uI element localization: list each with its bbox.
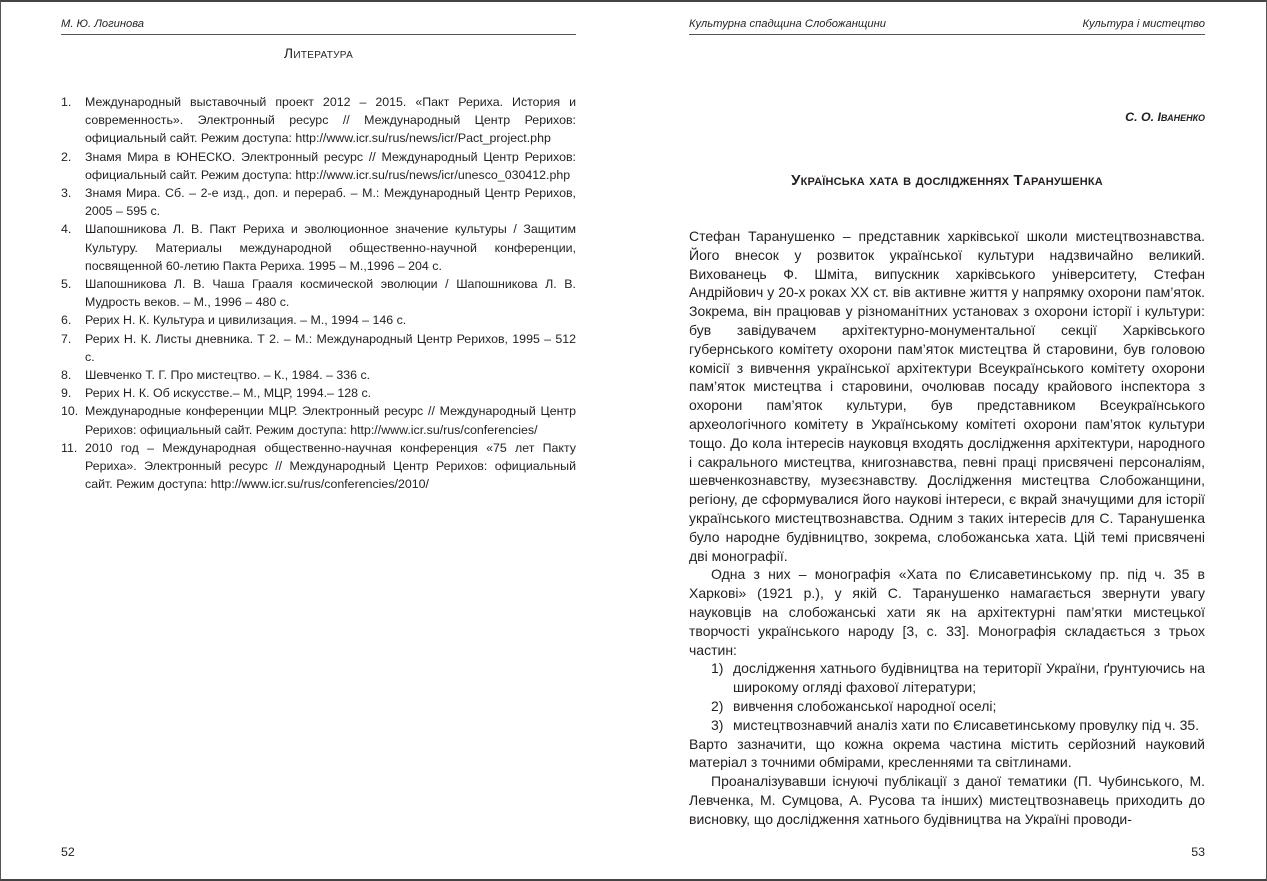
body-paragraph: Проаналізувавши існуючі публікації з даної тематики (П. Чубинського, М. Левченка, М. Сумцова, А. Русова та інших) мистецтвознавець приходить до висновку, що дослідження хатнього будівництва на Україні проводи-: [689, 773, 1205, 827]
right-page: [689, 2, 1205, 879]
reference-item: [61, 184, 576, 220]
reference-item: [61, 384, 576, 402]
running-head-section: Культура і мистецтво: [1082, 18, 1205, 30]
reference-text: Рерих Н. К. Культура и цивилизация. – М., 1994 – 146 с.: [85, 313, 407, 328]
body-paragraph: Одна з них – монографія «Хата по Єлисаветинському пр. під ч. 35 в Харкові» (1921 р.), у якій С. Таранушенко намагається звернути увагу науковців на слобожанські хати як на архітектурні пам’ятки мистецької творчості українського народу [3, с. 33]. Монографія складається з трьох частин:: [689, 566, 1205, 658]
reference-number: 11.: [61, 440, 78, 455]
reference-text: Рерих Н. К. Об искусстве.– М., МЦР, 1994.– 128 с.: [85, 386, 372, 401]
reference-item: [61, 93, 576, 148]
page-number-left: 52: [61, 845, 75, 859]
reference-item: [61, 275, 576, 311]
reference-item: [61, 330, 576, 366]
article-body: [689, 227, 1205, 829]
reference-number: 1.: [61, 95, 72, 109]
reference-number: 6.: [61, 313, 72, 328]
reference-list: [61, 93, 576, 493]
page-number-right: 53: [1191, 845, 1205, 859]
running-head-right-page: [689, 18, 1205, 35]
reference-text: Международный выставочный проект 2012 – 2015. «Пакт Рериха. История и современность». Электронный ресурс // Международный Центр Рерихов: официальный сайт. Режим доступа: http://www.icr.su/rus/news/icr/Pact_project.php: [85, 95, 576, 146]
running-head-journal: Культурна спадщина Слобожанщини: [689, 18, 886, 30]
reference-number: 2.: [61, 149, 72, 164]
list-item-text: мистецтвознавчий аналіз хати по Єлисаветинському провулку під ч. 35.: [733, 716, 1200, 733]
list-item-number: 1): [711, 660, 724, 677]
reference-item: [61, 439, 576, 494]
article-title: Українська хата в дослідженнях Таранушенка: [791, 172, 1103, 189]
reference-text: Знамя Мира в ЮНЕСКО. Электронный ресурс // Международный Центр Рерихов: официальный сайт. Режим доступа: http://www.icr.su/rus/news/icr/unesco_030412.php: [85, 149, 576, 182]
reference-text: Шапошникова Л. В. Пакт Рериха и эволюционное значение культуры / Защитим Культуру. Материалы международной общественно-научной конференции, посвященной 60-летию Пакта Рериха. 1995 – М.,1996 – 204 с.: [85, 222, 576, 273]
reference-number: 9.: [61, 386, 72, 401]
list-item-number: 3): [711, 716, 724, 733]
reference-number: 3.: [61, 186, 72, 201]
reference-number: 4.: [61, 222, 72, 237]
reference-text: Шевченко Т. Г. Про мистецтво. – К., 1984. – 336 с.: [85, 368, 371, 383]
reference-item: [61, 311, 576, 329]
list-item-text: вивчення слобожанської народної оселі;: [733, 697, 997, 714]
body-paragraph: Варто зазначити, що кожна окрема частина містить серйозний науковий матеріал з точними обмірами, кресленнями та світлинами.: [689, 735, 1205, 771]
reference-number: 10.: [61, 404, 79, 419]
reference-text: 2010 год – Международная общественно-научная конференция «75 лет Пакту Рериха». Электронный ресурс // Международный Центр Рерихов: официальный сайт. Режим доступа: http://www.icr.su/rus/conferencies/2010/: [85, 440, 576, 492]
left-page: [61, 2, 576, 879]
list-item: [689, 659, 1205, 697]
reference-text: Знамя Мира. Сб. – 2-е изд., доп. и перераб. – М.: Международный Центр Рерихов, 2005 – 595 с.: [85, 186, 576, 219]
numbered-list: [689, 659, 1205, 734]
section-title: Литература: [283, 45, 354, 61]
reference-text: Шапошникова Л. В. Чаша Грааля космической эволюции / Шапошникова Л. В. Мудрость веков. – М., 1996 – 480 с.: [85, 277, 576, 310]
running-head-author: М. Ю. Логинова: [61, 18, 145, 30]
list-item-number: 2): [711, 697, 724, 714]
reference-item: [61, 148, 576, 184]
reference-number: 7.: [61, 331, 72, 346]
reference-item: [61, 220, 576, 275]
running-head-left-page: [61, 18, 576, 35]
reference-item: [61, 402, 576, 438]
reference-number: 5.: [61, 277, 72, 292]
article-author: С. О. Іваненко: [1125, 110, 1205, 124]
body-paragraph: Стефан Таранушенко – представник харківської школи мистецтвознавства. Його внесок у розвиток української культури надзвичайно великий. Вихованець Ф. Шміта, випускник харківського університету, Стефан Андрійович у 20-х роках ХХ ст. вів активне життя у напрямку охорони пам’яток. Зокрема, він працював у різноманітних установах з охорони історії і культури: був завідувачем архітектурно-монументальної секції Харківського губернського комітету охорони пам’яток мистецтва й старовини, був головою комісії з вивчення української архітектури Всеукраїнського комітету охорони пам’яток мистецтва і старовини, очолював посаду крайового інспектора з охорони пам’яток культури, був представником Всеукраїнського археологічного комітету в Українському комітеті охорони пам’яток культури тощо. До кола інтересів науковця входять дослідження архітектури, народного і сакрального мистецтва, книгознавства, певні праці присвячені персоналіям, шевченкознавству, музеєзнавству. Дослідження мистецтва Слобожанщини, регіону, де сформувалися його наукові інтереси, є вкрай значущими для історії українського мистецтвознавства. Одним з таких інтересів для С. Таранушенка було народне будівництво, зокрема, слобожанська хата. Цій темі присвячені дві монографії.: [689, 228, 1205, 564]
reference-text: Международные конференции МЦР. Электронный ресурс // Международный Центр Рерихов: официальный сайт. Режим доступа: http://www.icr.su/rus/conferencies/: [85, 404, 576, 437]
list-item: [689, 697, 1205, 716]
list-item: [689, 716, 1205, 735]
reference-number: 8.: [61, 368, 72, 383]
reference-item: [61, 366, 576, 384]
list-item-text: дослідження хатнього будівництва на території України, ґрунтуючись на широкому огляді фахової літератури;: [733, 660, 1205, 696]
reference-text: Рерих Н. К. Листы дневника. Т 2. – М.: Международный Центр Рерихов, 1995 – 512 с.: [85, 331, 576, 364]
